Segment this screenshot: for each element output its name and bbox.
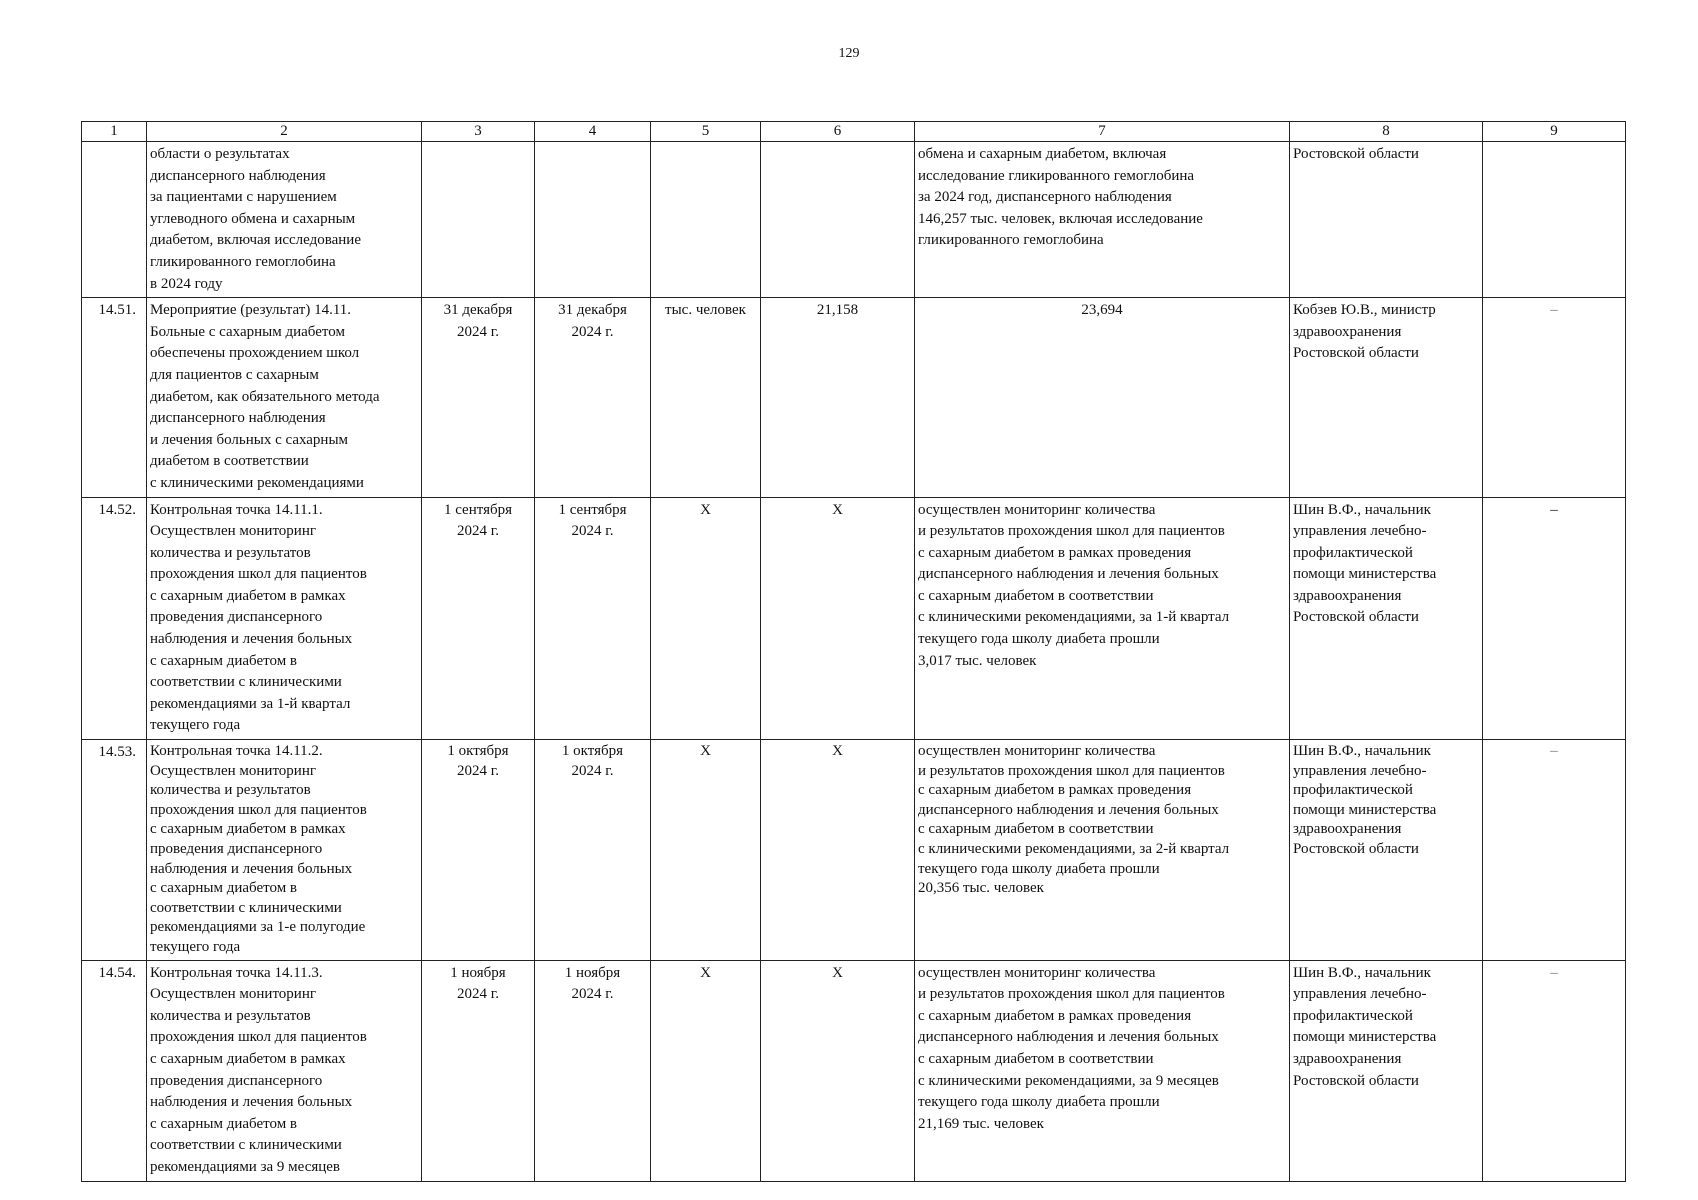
col-header-6: 6 [761,122,915,142]
col-header-9: 9 [1483,122,1626,142]
unit: тыс. человек [651,298,761,497]
table-row [82,960,1626,1181]
end-date: 31 декабря 2024 г. [535,298,651,497]
responsible-person: Ростовской области [1290,142,1483,298]
base-value: 21,158 [761,298,915,497]
col-header-8: 8 [1290,122,1483,142]
unit [651,142,761,298]
row-number: 14.52. [82,497,147,740]
responsible-person: Шин В.Ф., начальник управления лечебно- профилактической помощи министерства здравоохранения Ростовской области [1290,497,1483,740]
row-number: 14.51. [82,298,147,497]
base-value: Х [761,497,915,740]
col-header-2: 2 [147,122,422,142]
result-text: осуществлен мониторинг количества и результатов прохождения школ для пациентов с сахарным диабетом в рамках проведения диспансерного наблюдения и лечения больных с сахарным диабетом в соответствии с клиническими рекомендациями, за 9 месяцев текущего года школу диабета прошли 21,169 тыс. человек [915,960,1290,1181]
table-row [82,740,1626,961]
result-text: 23,694 [915,298,1290,497]
responsible-person: Шин В.Ф., начальник управления лечебно- профилактической помощи министерства здравоохранения Ростовской области [1290,960,1483,1181]
page-number: 129 [838,46,860,61]
col-header-1: 1 [82,122,147,142]
start-date: 1 октября 2024 г. [422,740,535,961]
base-value [761,142,915,298]
note: – [1483,740,1626,961]
table-row [82,497,1626,740]
start-date: 1 сентября 2024 г. [422,497,535,740]
event-name: области о результатах диспансерного наблюдения за пациентами с нарушением углеводного обмена и сахарным диабетом, включая исследование гликированного гемоглобина в 2024 году [147,142,422,298]
result-text: осуществлен мониторинг количества и результатов прохождения школ для пациентов с сахарным диабетом в рамках проведения диспансерного наблюдения и лечения больных с сахарным диабетом в соответствии с клиническими рекомендациями, за 1-й квартал текущего года школу диабета прошли 3,017 тыс. человек [915,497,1290,740]
end-date: 1 октября 2024 г. [535,740,651,961]
table-row [82,298,1626,497]
plan-table [81,121,1626,1182]
start-date: 31 декабря 2024 г. [422,298,535,497]
result-text: обмена и сахарным диабетом, включая исследование гликированного гемоглобина за 2024 год, диспансерного наблюдения 146,257 тыс. человек, включая исследование гликированного гемоглобина [915,142,1290,298]
unit: Х [651,740,761,961]
start-date [422,142,535,298]
col-header-7: 7 [915,122,1290,142]
end-date: 1 сентября 2024 г. [535,497,651,740]
event-name: Мероприятие (результат) 14.11. Больные с сахарным диабетом обеспечены прохождением школ для пациентов с сахарным диабетом, как обязательного метода диспансерного наблюдения и лечения больных с сахарным диабетом в соответствии с клиническими рекомендациями [147,298,422,497]
unit: Х [651,960,761,1181]
row-number [82,142,147,298]
col-header-5: 5 [651,122,761,142]
event-name: Контрольная точка 14.11.2. Осуществлен мониторинг количества и результатов прохождения школ для пациентов с сахарным диабетом в рамках проведения диспансерного наблюдения и лечения больных с сахарным диабетом в соответствии с клиническими рекомендациями за 1-е полугодие текущего года [147,740,422,961]
end-date [535,142,651,298]
base-value: Х [761,960,915,1181]
note: – [1483,497,1626,740]
unit: Х [651,497,761,740]
col-header-4: 4 [535,122,651,142]
responsible-person: Кобзев Ю.В., министр здравоохранения Ростовской области [1290,298,1483,497]
result-text: осуществлен мониторинг количества и результатов прохождения школ для пациентов с сахарным диабетом в рамках проведения диспансерного наблюдения и лечения больных с сахарным диабетом в соответствии с клиническими рекомендациями, за 2-й квартал текущего года школу диабета прошли 20,356 тыс. человек [915,740,1290,961]
note: – [1483,298,1626,497]
table-row [82,142,1626,298]
responsible-person: Шин В.Ф., начальник управления лечебно- профилактической помощи министерства здравоохранения Ростовской области [1290,740,1483,961]
note: – [1483,960,1626,1181]
end-date: 1 ноября 2024 г. [535,960,651,1181]
col-header-3: 3 [422,122,535,142]
base-value: Х [761,740,915,961]
column-number-row [82,122,1626,142]
row-number: 14.53. [82,740,147,961]
event-name: Контрольная точка 14.11.3. Осуществлен мониторинг количества и результатов прохождения школ для пациентов с сахарным диабетом в рамках проведения диспансерного наблюдения и лечения больных с сахарным диабетом в соответствии с клиническими рекомендациями за 9 месяцев [147,960,422,1181]
note [1483,142,1626,298]
start-date: 1 ноября 2024 г. [422,960,535,1181]
row-number: 14.54. [82,960,147,1181]
event-name: Контрольная точка 14.11.1. Осуществлен мониторинг количества и результатов прохождения школ для пациентов с сахарным диабетом в рамках проведения диспансерного наблюдения и лечения больных с сахарным диабетом в соответствии с клиническими рекомендациями за 1-й квартал текущего года [147,497,422,740]
